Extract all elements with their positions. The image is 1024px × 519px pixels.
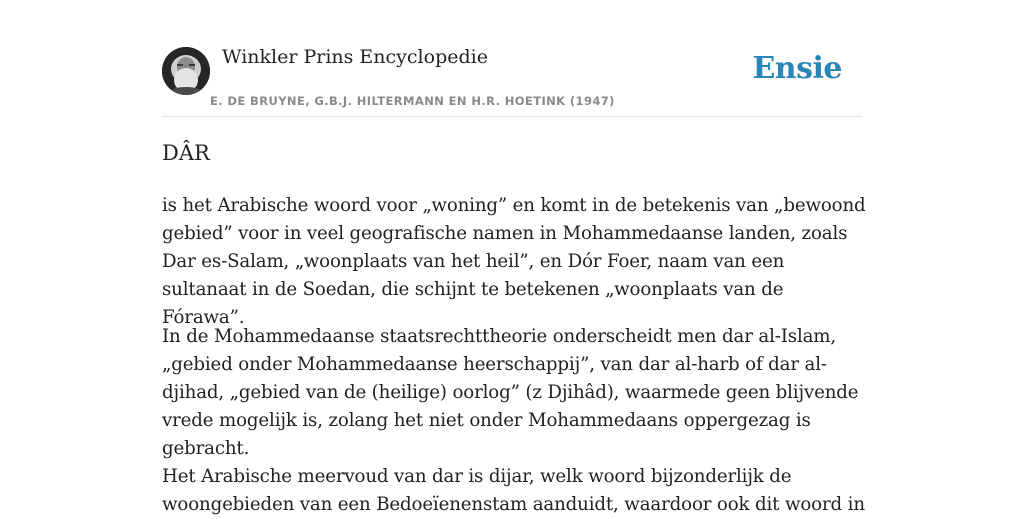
article-paragraph: Het Arabische meervoud van dar is dijar, welk woord bijzonderlijk de woongebieden van een Bedoeïenenstam aanduidt, waardoor ook dit woord in [162,466,865,515]
site-header [162,0,862,117]
brand-logo-link[interactable]: Ensie [752,51,842,86]
authors-line: E. DE BRUYNE, G.B.J. HILTERMANN EN H.R. HOETINK (1947) [210,94,615,108]
avatar [162,47,210,95]
article-paragraph: In de Mohammedaanse staatsrechttheorie onderscheidt men dar al-Islam, „gebied onder Mohammedaanse heerschappij”, van dar al-harb of dar al-djihad, „gebied van de (heilige) oorlog” (z Djihâd), waarmede geen blijvende vrede mogelijk is, zolang het niet onder Mohammedaans oppergezag is gebracht. [162,326,859,459]
article-headword: DÂR [162,141,210,165]
portrait-avatar-icon [162,47,210,95]
site-title[interactable]: Winkler Prins Encyclopedie [222,46,488,68]
article-paragraph: is het Arabische woord voor „woning” en komt in de betekenis van „bewoond gebied” voor in veel geografische namen in Mohammedaanse landen, zoals Dar es-Salam, „woonplaats van het heil”, en Dór Foer, naam van een sultanaat in de Soedan, die schijnt te betekenen „woonplaats van de Fórawa”. [162,195,866,328]
page [162,0,866,515]
